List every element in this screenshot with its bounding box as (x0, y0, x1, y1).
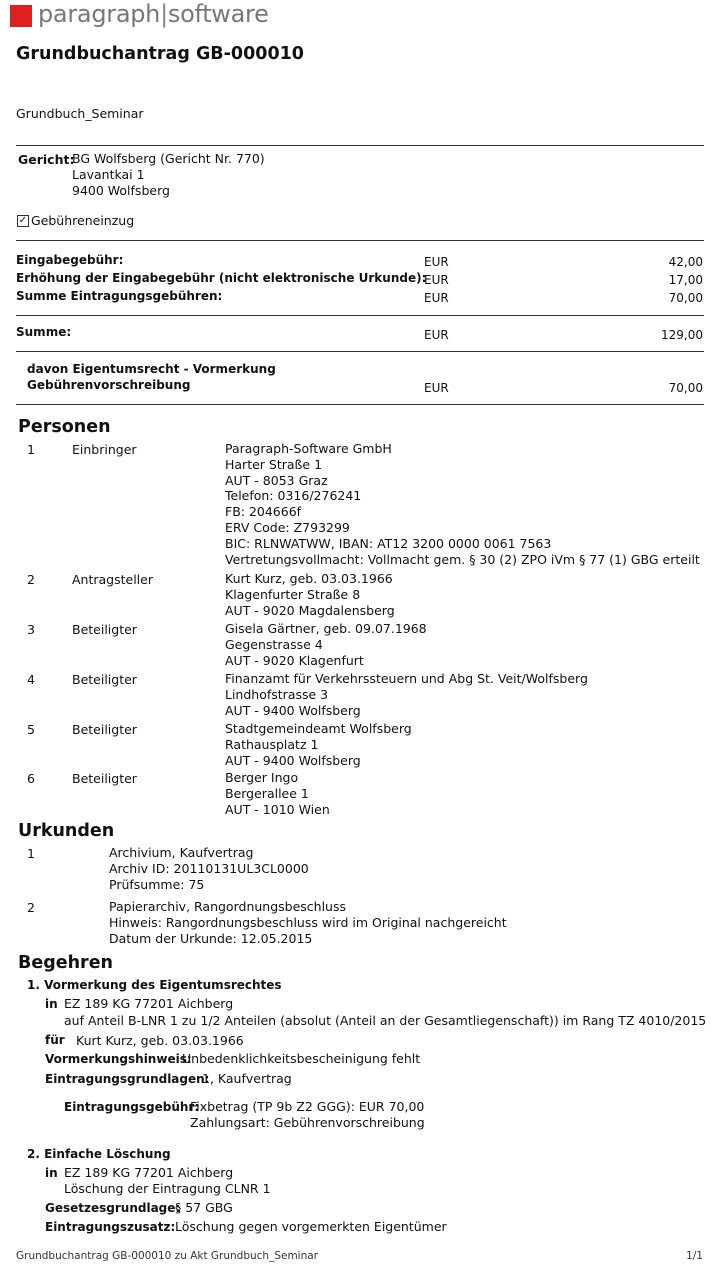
person-details (225, 671, 588, 718)
anteil-line: auf Anteil B-LNR 1 zu 1/2 Anteilen (absolut (Anteil an der Gesamtliegenschaft)) im Rang TZ 4010/2015 (64, 1013, 707, 1028)
gesetzesgrundlage-value: § 57 GBG (175, 1200, 233, 1215)
urkunde-line: Papierarchiv, Rangordnungsbeschluss (109, 899, 347, 914)
urkunde-nr: 2 (27, 900, 35, 915)
vormerkungshinweis-value: Unbedenklichkeitsbescheinigung fehlt (182, 1051, 421, 1066)
davon-amount: 70,00 (668, 381, 703, 395)
in-label: in (45, 997, 58, 1011)
eintragungszusatz-label: Eintragungszusatz: (45, 1220, 176, 1234)
person-details (225, 770, 330, 817)
person-role: Beteiligter (72, 672, 137, 687)
person-nr: 2 (27, 572, 35, 587)
person-details (225, 571, 395, 618)
logo-wordmark (38, 0, 269, 28)
gericht-label: Gericht: (18, 152, 75, 167)
summe-label: Summe: (16, 325, 72, 339)
person-line: AUT - 9020 Klagenfurt (225, 652, 364, 668)
person-details (225, 621, 427, 668)
akt-name: Grundbuch_Seminar (16, 106, 144, 121)
person-role: Beteiligter (72, 771, 137, 786)
davon-title: davon Eigentumsrecht - Vormerkung (27, 362, 276, 376)
ez-line: EZ 189 KG 77201 Aichberg (64, 996, 234, 1011)
urkunde-line: Archiv ID: 20110131UL3CL0000 (109, 860, 309, 876)
person-role: Einbringer (72, 442, 137, 457)
logo-text-right: software (167, 0, 269, 28)
summe-currency: EUR (424, 328, 449, 342)
section-heading-begehren: Begehren (18, 953, 114, 973)
fee-amount: 70,00 (668, 291, 703, 305)
begehren-item-title: 2. Einfache Löschung (27, 1147, 171, 1161)
urkunde-details (109, 899, 507, 946)
davon-currency: EUR (424, 381, 449, 395)
gericht-name: BG Wolfsberg (Gericht Nr. 770) (72, 151, 265, 166)
urkunde-nr: 1 (27, 846, 35, 861)
person-nr: 3 (27, 622, 35, 637)
person-details (225, 441, 700, 567)
gebuehreneinzug-label: Gebühreneinzug (31, 213, 135, 228)
eintragungszusatz-value: Löschung gegen vorgemerkten Eigentümer (175, 1219, 447, 1234)
person-line: Stadtgemeindeamt Wolfsberg (225, 721, 412, 736)
gebuehreneinzug-checkbox[interactable]: ✓ (18, 215, 28, 226)
person-role: Beteiligter (72, 622, 137, 637)
eintragungsgebuehr-line: Fixbetrag (TP 9b Z2 GGG): EUR 70,00 (190, 1099, 425, 1114)
person-line: AUT - 9020 Magdalensberg (225, 602, 395, 618)
person-line: Lindhofstrasse 3 (225, 686, 329, 702)
section-heading-personen: Personen (18, 417, 111, 437)
person-role: Beteiligter (72, 722, 137, 737)
gesetzesgrundlage-label: Gesetzesgrundlage: (45, 1201, 181, 1215)
person-line: AUT - 9400 Wolfsberg (225, 752, 361, 768)
fee-currency: EUR (424, 273, 449, 287)
person-line: ERV Code: Z793299 (225, 519, 350, 535)
person-nr: 5 (27, 722, 35, 737)
zahlungsart-line: Zahlungsart: Gebührenvorschreibung (190, 1115, 425, 1130)
person-line: Klagenfurter Straße 8 (225, 586, 361, 602)
vormerkungshinweis-label: Vormerkungshinweis: (45, 1052, 192, 1066)
person-line: AUT - 9400 Wolfsberg (225, 702, 361, 718)
person-line: AUT - 8053 Graz (225, 472, 328, 488)
logo-separator: | (160, 0, 168, 28)
urkunde-details (109, 845, 309, 892)
davon-subtitle: Gebührenvorschreibung (27, 378, 191, 392)
fee-currency: EUR (424, 291, 449, 305)
section-heading-urkunden: Urkunden (18, 821, 115, 841)
person-line: Harter Straße 1 (225, 456, 323, 472)
eintragungsgebuehr-label: Eintragungsgebühr: (64, 1100, 200, 1114)
fee-label: Summe Eintragungsgebühren: (16, 289, 223, 303)
fee-amount: 17,00 (668, 273, 703, 287)
in-label: in (45, 1166, 58, 1180)
person-line: Gegenstrasse 4 (225, 636, 323, 652)
page-number: 1/1 (686, 1250, 703, 1262)
person-line: FB: 204666f (225, 504, 302, 520)
logo-text-left: paragraph (38, 0, 161, 28)
fee-amount: 42,00 (668, 255, 703, 269)
person-line: Finanzamt für Verkehrssteuern und Abg St. Veit/Wolfsberg (225, 671, 588, 686)
divider (16, 240, 704, 241)
eintragungsgrundlagen-value: 1, Kaufvertrag (202, 1071, 292, 1086)
urkunde-line: Hinweis: Rangordnungsbeschluss wird im Original nachgereicht (109, 914, 507, 930)
logo-mark (10, 5, 32, 27)
divider (16, 404, 704, 405)
person-line: Berger Ingo (225, 770, 299, 785)
person-line: BIC: RLNWATWW, IBAN: AT12 3200 0000 0061 7563 (225, 535, 552, 551)
gericht-street: Lavantkai 1 (72, 166, 145, 182)
urkunde-line: Datum der Urkunde: 12.05.2015 (109, 930, 313, 946)
fuer-value: Kurt Kurz, geb. 03.03.1966 (76, 1033, 244, 1048)
person-line: Telefon: 0316/276241 (225, 488, 362, 504)
person-details (225, 721, 412, 768)
person-nr: 4 (27, 672, 35, 687)
divider (16, 315, 704, 316)
divider (16, 351, 704, 352)
eintragungsgrundlagen-label: Eintragungsgrundlagen: (45, 1072, 210, 1086)
person-line: Kurt Kurz, geb. 03.03.1966 (225, 571, 393, 586)
person-line: Gisela Gärtner, geb. 09.07.1968 (225, 621, 427, 636)
ez-line: EZ 189 KG 77201 Aichberg (64, 1165, 234, 1180)
footer-text: Grundbuchantrag GB-000010 zu Akt Grundbuch_Seminar (16, 1250, 319, 1262)
fee-label: Eingabegebühr: (16, 253, 124, 267)
begehren-item-title: 1. Vormerkung des Eigentumsrechtes (27, 978, 282, 992)
fee-currency: EUR (424, 255, 449, 269)
person-line: Bergerallee 1 (225, 785, 309, 801)
urkunde-line: Prüfsumme: 75 (109, 876, 205, 892)
person-nr: 6 (27, 771, 35, 786)
fee-label: Erhöhung der Eingabegebühr (nicht elektronische Urkunde): (16, 271, 427, 285)
person-line: Paragraph-Software GmbH (225, 441, 392, 456)
person-line: AUT - 1010 Wien (225, 801, 330, 817)
page-title: Grundbuchantrag GB-000010 (16, 44, 304, 64)
person-line: Vertretungsvollmacht: Vollmacht gem. § 30 (2) ZPO iVm § 77 (1) GBG erteilt (225, 551, 700, 567)
gericht-city: 9400 Wolfsberg (72, 182, 170, 198)
person-nr: 1 (27, 442, 35, 457)
gericht-address (72, 151, 265, 198)
person-line: Rathausplatz 1 (225, 736, 319, 752)
urkunde-line: Archivium, Kaufvertrag (109, 845, 254, 860)
fuer-label: für (45, 1033, 65, 1047)
summe-amount: 129,00 (661, 328, 703, 342)
loeschung-line: Löschung der Eintragung CLNR 1 (64, 1181, 271, 1196)
divider (16, 145, 704, 146)
person-role: Antragsteller (72, 572, 153, 587)
